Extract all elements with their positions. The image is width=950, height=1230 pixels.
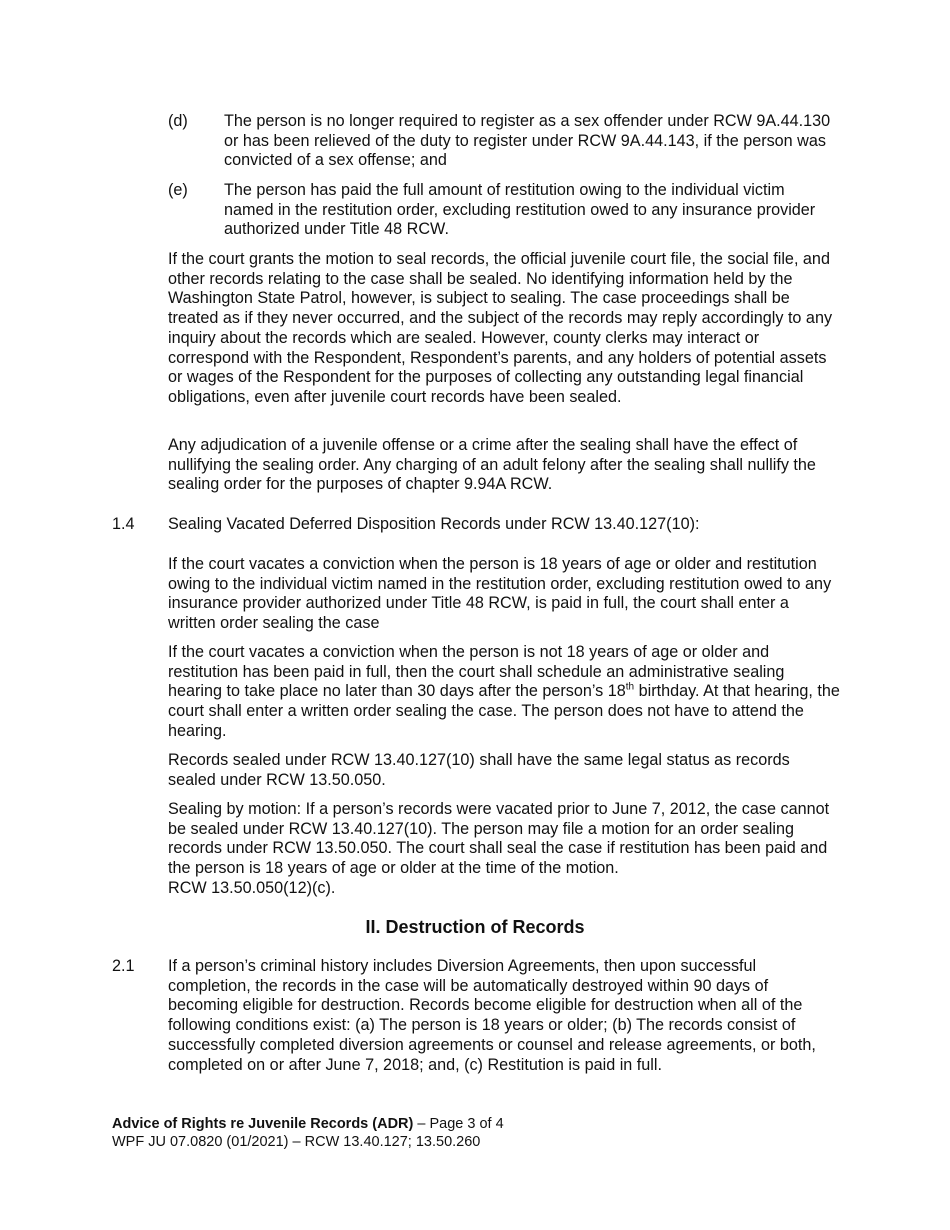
footer-form-title: Advice of Rights re Juvenile Records (ADR): [112, 1116, 414, 1132]
footer-form-number: WPF JU 07.0820 (01/2021) – RCW 13.40.127; 13.50.260: [112, 1134, 481, 1150]
p2-text-after: birthday. At that hearing, the court shall enter a written order sealing the case. The person does not have to attend the hearing.: [168, 682, 840, 740]
section-1-4-number: 1.4: [112, 515, 135, 533]
section-1-4-heading: [112, 515, 852, 535]
page-footer: [112, 1115, 712, 1151]
section-1-4-paragraph-3: Records sealed under RCW 13.40.127(10) shall have the same legal status as records sealed under RCW 13.50.050.: [168, 751, 790, 789]
section-2-1-number: 2.1: [112, 957, 135, 975]
p2-text-before: If the court vacates a conviction when the person is not 18 years of age or older and restitution has been paid in full, then the court shall schedule an administrative sealing hearing to take place no later than 30 days after the person’s 18: [168, 643, 785, 701]
footer-page-number: – Page 3 of 4: [413, 1116, 504, 1132]
item-d: [168, 112, 838, 171]
section-1-4-title: Sealing Vacated Deferred Disposition Records under RCW 13.40.127(10):: [168, 515, 700, 533]
item-e-text: The person has paid the full amount of restitution owing to the individual victim named in the restitution order, excluding restitution owed to any insurance provider authorized under Title 48 RCW.: [224, 181, 816, 239]
footer-line-1: [112, 1115, 712, 1133]
item-d-label: (d): [168, 112, 188, 130]
p4-line-1: Sealing by motion: If a person’s records were vacated prior to June 7, 2012, the case cannot be sealed under RCW 13.40.127(10). The person may file a motion for an order sealing records under RCW 13.50.050. The court shall seal the case if restitution has been paid and the person is 18 years of age or older at the time of the motion.: [168, 800, 830, 878]
section-ii-heading: II. Destruction of Records: [365, 917, 585, 937]
section-1-4-paragraph-1: If the court vacates a conviction when the person is 18 years of age or older and restitution owing to the individual victim named in the restitution order, excluding restitution owed to any insurance provider authorized under Title 48 RCW, is paid in full, the court shall enter a written order sealing the case: [168, 555, 832, 633]
p4-line-2: RCW 13.50.050(12)(c).: [168, 878, 336, 897]
section-2-1: [112, 957, 842, 1075]
section-2-1-text: If a person’s criminal history includes Diversion Agreements, then upon successful completion, the records in the case will be automatically destroyed within 90 days of becoming eligible for destruction. Records become eligible for destruction when all of the following conditions exist: (a) The person is 18 years or older; (b) The records consist of successfully completed diversion agreements or counsel and release agreements, or both, completed on or after June 7, 2018; and, (c) Restitution is paid in full.: [168, 957, 816, 1074]
p2-superscript: th: [625, 682, 635, 694]
nullifying-paragraph: Any adjudication of a juvenile offense or a crime after the sealing shall have the effect of nullifying the sealing order. Any charging of an adult felony after the sealing shall nullify the sealing order for the purposes of chapter 9.94A RCW.: [168, 436, 816, 494]
sealing-effect-paragraph: If the court grants the motion to seal records, the official juvenile court file, the social file, and other records relating to the case shall be sealed. No identifying information held by the Washington State Patrol, however, is subject to sealing. The case proceedings shall be treated as if they never occurred, and the subject of the records may reply accordingly to any inquiry about the records which are sealed. However, county clerks may interact or correspond with the Respondent, Respondent’s parents, and any holders of potential assets or wages of the Respondent for the purposes of collecting any outstanding legal financial obligations, even after juvenile court records have been sealed.: [168, 250, 833, 406]
item-e-label: (e): [168, 181, 188, 199]
item-d-text: The person is no longer required to register as a sex offender under RCW 9A.44.130 or has been relieved of the duty to register under RCW 9A.44.143, if the person was convicted of a sex offense; and: [224, 112, 831, 170]
section-1-4-paragraph-4: [168, 800, 840, 899]
item-e: [168, 181, 838, 240]
section-1-4-paragraph-2: [168, 643, 840, 742]
